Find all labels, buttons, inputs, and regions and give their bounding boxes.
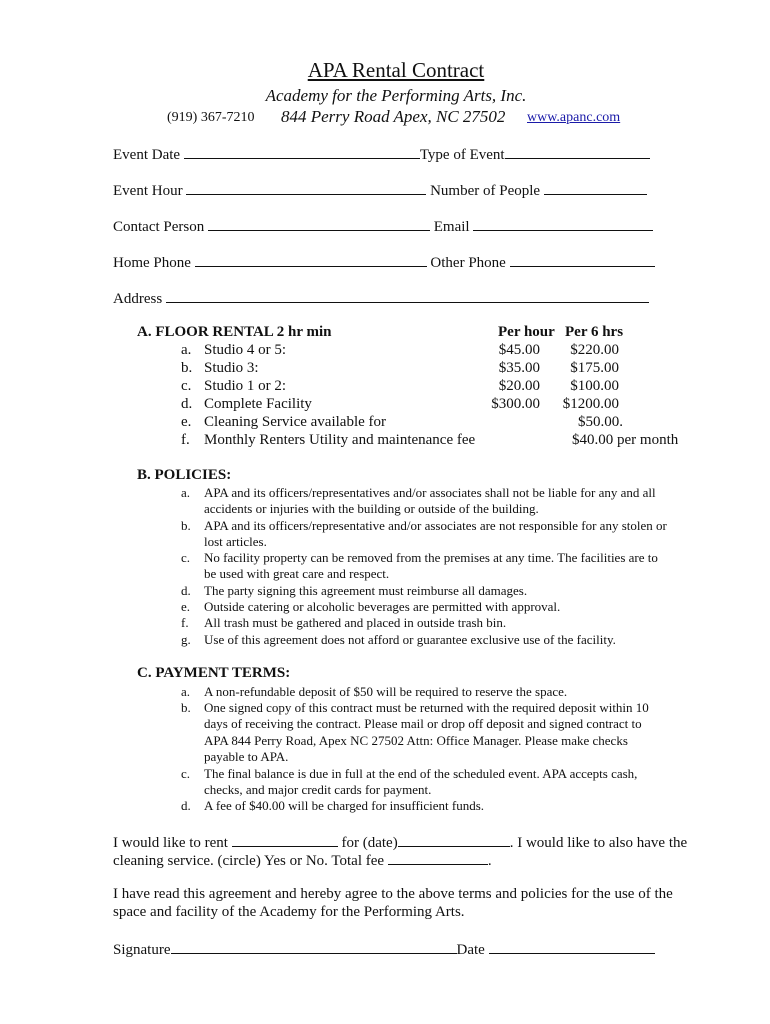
address-line[interactable] [166,289,649,303]
list-item-letter: f. [181,615,189,630]
list-item-letter: c. [181,378,192,394]
contact-person-line[interactable] [208,217,430,231]
rental-item-label: Monthly Renters Utility and maintenance fee [204,432,476,448]
list-item-letter: f. [181,432,190,448]
policy-line: Use of this agreement does not afford or guarantee exclusive use of the facility. [204,632,616,647]
policy-line: accidents or injuries with the building or outside of the building. [204,501,539,516]
street-address: 844 Perry Road Apex, NC 27502 [281,107,506,126]
per-6hrs-header: Per 6 hrs [565,324,624,340]
price-per-hour: $45.00 [498,342,540,358]
rental-item-label: Studio 1 or 2: [204,378,287,394]
policy-line: All trash must be gathered and placed in outside trash bin. [204,615,507,630]
event-hour-field[interactable] [113,181,647,200]
payment-line: One signed copy of this contract must be returned with the required deposit within 10 [204,700,649,715]
policy-line: APA and its officers/representatives and/or associates shall not be liable for any and all [204,485,656,500]
rental-item-label: Studio 3: [204,360,259,376]
home-phone-label: Home Phone [113,255,191,271]
floor-rental-heading: A. FLOOR RENTAL 2 hr min [137,324,332,340]
policy-line: APA and its officers/representative and/or associates are not responsible for any stolen or [204,518,667,533]
date-label: Date [456,942,485,958]
list-item-letter: b. [181,360,193,376]
policy-line: be used with great care and respect. [204,566,390,581]
payment-terms-heading: C. PAYMENT TERMS: [137,665,291,681]
list-item-letter: d. [181,583,191,598]
list-item-letter: a. [181,342,192,358]
list-item-letter: e. [181,599,191,614]
rent-text: I would like to rent [113,835,228,851]
payment-line: days of receiving the contract. Please mail or drop off deposit and signed contract to [204,716,642,731]
list-item-letter: c. [181,766,191,781]
payment-line: The final balance is due in full at the end of the scheduled event. APA accepts cash, [204,766,638,781]
rent-date-label: for (date) [341,835,398,851]
policy-line: Outside catering or alcoholic beverages are permitted with approval. [204,599,561,614]
type-of-event-line[interactable] [505,145,650,159]
rental-item-label: Studio 4 or 5: [204,342,287,358]
list-item-letter: b. [181,700,191,715]
price-per-6hrs: $100.00 [570,378,619,394]
list-item-letter: a. [181,684,191,699]
website-link[interactable]: www.apanc.com [527,110,621,125]
number-of-people-line[interactable] [544,181,647,195]
payment-line: A fee of $40.00 will be charged for insufficient funds. [204,798,485,813]
home-phone-field[interactable] [113,253,655,272]
list-item-letter: g. [181,632,191,647]
agreement-line2: space and facility of the Academy for the Performing Arts. [113,904,465,920]
per-hour-header: Per hour [498,324,555,340]
event-hour-line[interactable] [186,181,426,195]
other-phone-label: Other Phone [430,255,506,271]
list-item-letter: a. [181,485,191,500]
address-label: Address [113,291,163,307]
list-item-letter: e. [181,414,192,430]
rent-request-line2 [113,851,492,870]
list-item-letter: b. [181,518,191,533]
payment-line: checks, and major credit cards for payment. [204,782,432,797]
period: . [487,853,492,869]
type-of-event-label: Type of Event [419,147,505,163]
event-date-field[interactable] [113,145,650,164]
rent-space-line[interactable] [232,833,338,847]
price-per-hour: $35.00 [498,360,540,376]
page-title: APA Rental Contract [307,58,485,82]
price-per-6hrs: $220.00 [570,342,619,358]
email-line[interactable] [473,217,653,231]
rental-item-label: Complete Facility [204,396,312,412]
organization-name: Academy for the Performing Arts, Inc. [265,86,527,105]
price-per-hour: $300.00 [491,396,540,412]
event-date-line[interactable] [184,145,420,159]
address-field[interactable] [113,289,649,308]
policy-line: The party signing this agreement must reimburse all damages. [204,583,528,598]
price-per-6hrs: $175.00 [570,360,619,376]
list-item-letter: d. [181,396,193,412]
cleaning-service-text: cleaning service. (circle) Yes or No. Total fee [113,853,385,869]
contact-person-field[interactable] [113,217,653,236]
event-date-label: Event Date [113,147,181,163]
agreement-line1: I have read this agreement and hereby agree to the above terms and policies for the use of the [113,886,673,902]
signature-field[interactable] [113,940,655,959]
email-label: Email [433,219,470,235]
phone-number: (919) 367-7210 [167,110,255,125]
list-item-letter: c. [181,550,191,565]
payment-line: payable to APA. [204,749,289,764]
total-fee-line[interactable] [388,851,488,865]
payment-line: APA 844 Perry Road, Apex NC 27502 Attn: Office Manager. Please make checks [204,733,628,748]
rent-date-line[interactable] [398,833,510,847]
payment-line: A non-refundable deposit of $50 will be required to reserve the space. [204,684,568,699]
signature-line[interactable] [171,940,457,954]
contact-person-label: Contact Person [113,219,205,235]
price-per-month: $40.00 per month [572,432,679,448]
number-of-people-label: Number of People [430,183,541,199]
rent-request-line1 [113,833,687,852]
other-phone-line[interactable] [510,253,655,267]
price-per-6hrs: $1200.00 [562,396,619,412]
rental-item-label: Cleaning Service available for [204,414,387,430]
event-hour-label: Event Hour [113,183,183,199]
rent-text-cont: . I would like to also have the [509,835,688,851]
price-per-hour: $20.00 [498,378,540,394]
signature-label: Signature [113,942,171,958]
home-phone-line[interactable] [195,253,427,267]
price-per-6hrs: $50.00. [578,414,623,430]
policies-heading: B. POLICIES: [137,467,232,483]
policy-line: No facility property can be removed from the premises at any time. The facilities are to [204,550,658,565]
date-line[interactable] [489,940,655,954]
list-item-letter: d. [181,798,191,813]
policy-line: lost articles. [204,534,267,549]
